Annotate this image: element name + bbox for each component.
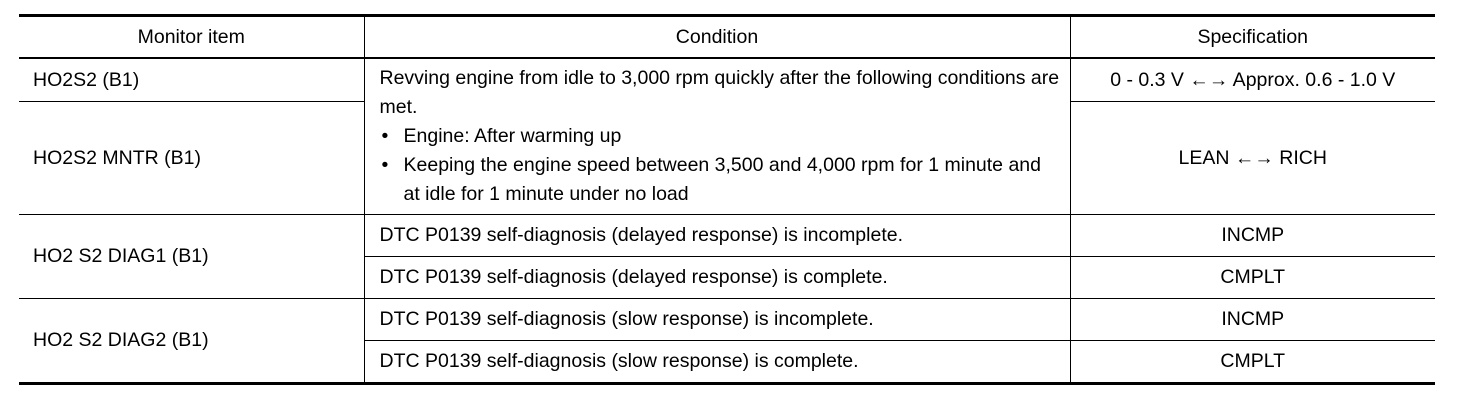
specification-cell: CMPLT <box>1070 257 1435 299</box>
monitor-item-cell: HO2S2 (B1) <box>19 58 364 102</box>
condition-cell: DTC P0139 self-diagnosis (delayed response) is complete. <box>364 257 1070 299</box>
monitor-spec-table <box>19 14 1435 385</box>
specification-cell: CMPLT <box>1070 341 1435 384</box>
table-row <box>19 215 1435 257</box>
header-monitor-item: Monitor item <box>19 16 364 59</box>
condition-bullet: • Engine: After warming up <box>380 122 1060 151</box>
condition-cell <box>364 58 1070 215</box>
header-specification: Specification <box>1070 16 1435 59</box>
table-row <box>19 58 1435 102</box>
specification-cell: INCMP <box>1070 215 1435 257</box>
monitor-item-cell: HO2 S2 DIAG2 (B1) <box>19 299 364 384</box>
specification-cell: LEAN ←→ RICH <box>1070 102 1435 215</box>
table-row <box>19 299 1435 341</box>
condition-cell: DTC P0139 self-diagnosis (slow response) is complete. <box>364 341 1070 384</box>
condition-bullet: • Keeping the engine speed between 3,500 and 4,000 rpm for 1 minute and at idle for 1 minute under no load <box>380 151 1060 209</box>
specification-cell: 0 - 0.3 V ←→ Approx. 0.6 - 1.0 V <box>1070 58 1435 102</box>
monitor-item-cell: HO2S2 MNTR (B1) <box>19 102 364 215</box>
table-header-row <box>19 16 1435 59</box>
condition-intro: Revving engine from idle to 3,000 rpm quickly after the following conditions are met. <box>379 67 1060 118</box>
monitor-item-cell: HO2 S2 DIAG1 (B1) <box>19 215 364 299</box>
specification-cell: INCMP <box>1070 299 1435 341</box>
condition-cell: DTC P0139 self-diagnosis (slow response) is incomplete. <box>364 299 1070 341</box>
condition-cell: DTC P0139 self-diagnosis (delayed response) is incomplete. <box>364 215 1070 257</box>
header-condition: Condition <box>364 16 1070 59</box>
condition-bullet-list <box>380 122 1060 209</box>
